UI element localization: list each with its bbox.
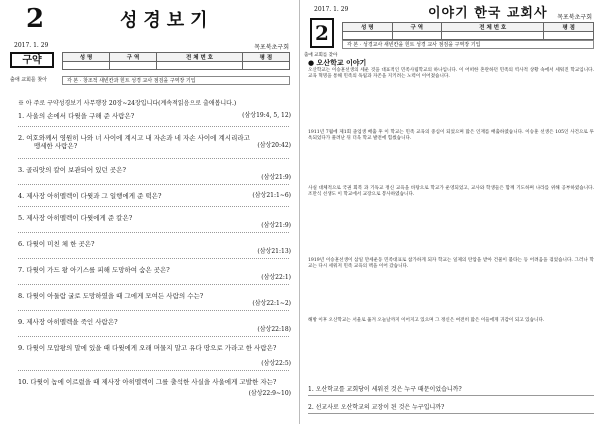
publisher: 목포북초구회 bbox=[254, 44, 289, 51]
scripture-ref: (삼상22:5) bbox=[261, 360, 291, 367]
lesson-number: 2 bbox=[310, 18, 334, 48]
paragraph: 사실 대체적으로 국권 회복 과 기독교 정신 교육을 바탕으로 학교가 운영되었고, 교사와 학생들은 함께 기도하며 나라를 위해 공부하였습니다. 조만식 선생도 이 학교에서 교장으로 봉사하였습니다. bbox=[308, 186, 594, 198]
divider bbox=[18, 336, 289, 337]
paragraph: 1919년 이승훈선생이 삼일 만세운동 민족대표로 참가하게 되자 학교는 일제의 탄압을 받아 건물이 불타는 등 어려움을 겪었습니다. 그러나 학교는 다시 세워져 민족 교육의 맥을 이어 갔습니다. bbox=[308, 258, 594, 270]
instruction-note: 각 본 · 성경교사 새빈칸을 힌트 성경 교사 점검을 구역장 기입 bbox=[342, 40, 594, 49]
scripture-ref: (삼상21:9) bbox=[261, 174, 291, 181]
scripture-ref: (삼상19:4, 5, 12) bbox=[242, 112, 291, 119]
publisher: 목포북초구회 bbox=[557, 14, 592, 21]
question-text: 10. 다윗이 놉에 이르렀을 때 제사장 아히멜렉이 그를 출석한 사실을 사울에게 고발한 자는? bbox=[18, 378, 277, 386]
question bbox=[18, 214, 291, 229]
scripture-ref: (삼상21:9) bbox=[261, 222, 291, 229]
question-text: 9. 제사장 아히멜렉을 죽인 사람은? bbox=[18, 318, 118, 326]
question bbox=[18, 266, 291, 281]
page-title: 이야기 한국 교회사 bbox=[428, 6, 548, 21]
grid-header: 구 역 bbox=[392, 23, 442, 32]
date: 2017. 1. 29 bbox=[14, 42, 49, 49]
question-text: 3. 골리앗의 칼이 보관되어 있던 곳은? bbox=[18, 166, 126, 174]
paragraph: 해방 이후 오산학교는 서울로 옮겨 오늘날까지 이어지고 있으며 그 정신은 여전히 많은 이들에게 귀감이 되고 있습니다. bbox=[308, 318, 545, 323]
divider bbox=[18, 232, 289, 233]
paragraph: 1911년 7월에 제1회 졸업생 배출 후 이 학교는 민족 교육의 중심이 되었으며 많은 인재를 배출하였습니다. 이승훈 선생은 105인 사건으로 투옥되었다가 풀려난 뒤 더욱 학교 발전에 힘썼습니다. bbox=[308, 130, 594, 142]
divider bbox=[18, 284, 289, 285]
question-text-cont: 맹세한 사람은? bbox=[34, 142, 78, 150]
district-field[interactable] bbox=[110, 62, 157, 70]
name-field[interactable] bbox=[343, 32, 393, 40]
divider bbox=[18, 126, 289, 127]
scripture-ref: (삼상22:1) bbox=[261, 274, 291, 281]
question bbox=[18, 192, 291, 200]
question-text: 1. 사울의 손에서 다윗을 구해 준 사람은? bbox=[18, 112, 135, 120]
number-field[interactable] bbox=[442, 32, 544, 40]
scripture-ref: (삼상22:1~2) bbox=[252, 300, 291, 307]
instruction-note: 각 본 · 창조적 새빈칸과 힌트 성경 교사 점검을 구역장 기입 bbox=[62, 76, 290, 85]
divider bbox=[18, 206, 289, 207]
divider bbox=[18, 184, 289, 185]
right-worksheet bbox=[300, 0, 600, 424]
review-question[interactable]: 2. 선교사로 오산학교의 교장이 된 것은 누구입니까? bbox=[308, 402, 594, 414]
badge-subtitle: 출애 교회를 찾아 bbox=[10, 77, 47, 83]
question bbox=[18, 318, 291, 333]
grid-header: 성 명 bbox=[343, 23, 393, 32]
scripture-ref: (삼상20:42) bbox=[257, 142, 291, 149]
divider bbox=[18, 310, 289, 311]
divider bbox=[18, 158, 289, 159]
question-text: 2. 여호와께서 영원히 나와 너 사이에 계시고 내 자손과 네 자손 사이에 계시리라고 bbox=[18, 134, 250, 142]
score-field[interactable] bbox=[242, 62, 289, 70]
divider bbox=[18, 370, 289, 371]
number-field[interactable] bbox=[157, 62, 243, 70]
intro-text: ※ 아 주로 구약성경보기 사무행장 20장~24장입니다(계속적읽음으로 출애봅니다.) bbox=[18, 100, 237, 107]
scripture-ref: (삼상22:9~10) bbox=[248, 390, 291, 397]
grid-header: 전 체 번 호 bbox=[157, 53, 243, 62]
box-subtitle: 출애 교회를 찾아 bbox=[304, 53, 338, 58]
question-text: 7. 다윗이 가드 왕 아기스를 피해 도망하여 숨은 곳은? bbox=[18, 266, 170, 274]
district-field[interactable] bbox=[392, 32, 442, 40]
scripture-ref: (삼상21:13) bbox=[257, 248, 291, 255]
lesson-number: 2 bbox=[26, 4, 45, 34]
info-grid bbox=[62, 52, 290, 70]
grid-header: 평 점 bbox=[544, 23, 594, 32]
question bbox=[18, 344, 291, 367]
scripture-ref: (삼상22:18) bbox=[257, 326, 291, 333]
testament-badge: 구약 bbox=[10, 52, 54, 68]
score-field[interactable] bbox=[544, 32, 594, 40]
question bbox=[18, 134, 291, 150]
question bbox=[18, 240, 291, 255]
scripture-ref: (삼상21:1~6) bbox=[252, 192, 291, 199]
grid-header: 평 점 bbox=[242, 53, 289, 62]
question-text: 8. 다윗이 아둘람 굴로 도망하였을 때 그에게 모여든 사람의 수는? bbox=[18, 292, 204, 300]
question-text: 9. 다윗이 모압왕의 말에 있을 때 다윗에게 오래 머물지 말고 유다 땅으로 가라고 한 사람은? bbox=[18, 344, 277, 352]
date: 2017. 1. 29 bbox=[314, 6, 349, 13]
review-question[interactable]: 1. 오산학교를 교회당이 세워진 것은 누구 때문이었습니까? bbox=[308, 384, 594, 396]
question-text: 5. 제사장 아히멜렉이 다윗에게 준 칼은? bbox=[18, 214, 133, 222]
question-text: 4. 제사장 아히멜렉이 다윗과 그 일행에게 준 떡은? bbox=[18, 192, 162, 200]
section-title: ● 오산학교 이야기 bbox=[308, 58, 367, 67]
question bbox=[18, 112, 291, 120]
paragraph: 오산학교는 이승훈선생의 세운 것을 대표적인 민족사립학교의 하나입니다. 이 어떠한 혼란하던 민족의 역사적 상황 속에서 세워진 학교입니다. 교육 혁명을 통해 민족의 독립과 자존을 지키려는 노력이 이어졌습니다. bbox=[308, 68, 594, 80]
info-grid bbox=[342, 22, 594, 40]
grid-header: 성 명 bbox=[63, 53, 110, 62]
question bbox=[18, 292, 291, 307]
question bbox=[18, 166, 291, 181]
question bbox=[18, 378, 291, 397]
name-field[interactable] bbox=[63, 62, 110, 70]
divider bbox=[18, 258, 289, 259]
question-text: 6. 다윗이 미친 체 한 곳은? bbox=[18, 240, 95, 248]
grid-header: 전 체 번 호 bbox=[442, 23, 544, 32]
page-title: 성경보기 bbox=[120, 10, 214, 31]
grid-header: 구 역 bbox=[110, 53, 157, 62]
